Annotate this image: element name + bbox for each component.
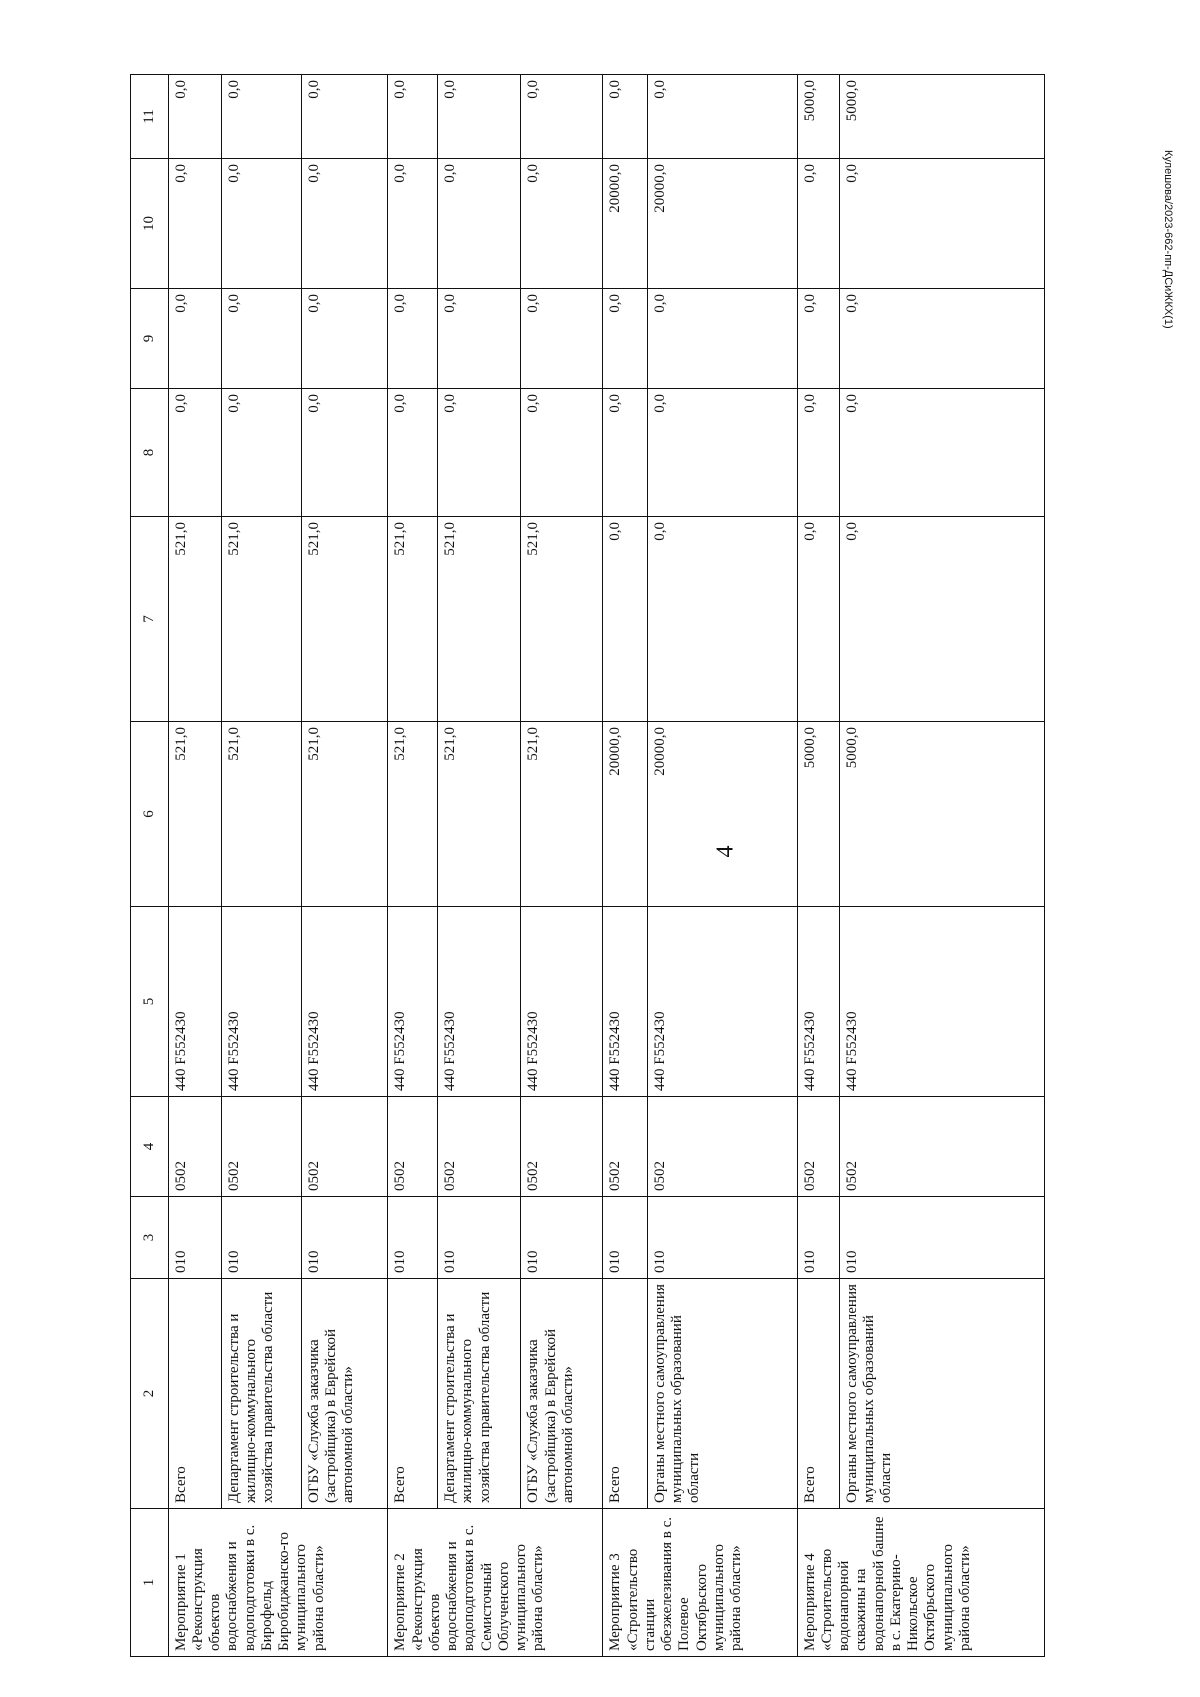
value-cell: 0,0	[839, 389, 1044, 517]
measure-cell: Мероприятие 2 «Реконструкция объектов водоснабжения и водоподготовки в с. Семисточный Облученского муниципального района области»	[388, 1509, 603, 1657]
budget-table	[130, 74, 1045, 1657]
section-cell: 0502	[839, 1097, 1044, 1197]
value-cell: 0,0	[438, 159, 521, 289]
value-cell: 0,0	[797, 517, 839, 722]
section-cell: 0502	[301, 1097, 388, 1197]
section-cell: 0502	[221, 1097, 301, 1197]
csr-cell: 440 F552430	[221, 907, 301, 1097]
value-cell: 0,0	[603, 75, 647, 159]
value-cell: 0,0	[647, 517, 797, 722]
value-cell: 0,0	[168, 75, 221, 159]
table-row	[221, 75, 301, 1657]
table-row	[388, 75, 438, 1657]
csr-cell: 440 F552430	[521, 907, 603, 1097]
section-cell: 0502	[168, 1097, 221, 1197]
header-cell: 5	[131, 907, 169, 1097]
value-cell: 0,0	[168, 289, 221, 389]
value-cell: 0,0	[301, 75, 388, 159]
measure-cell: Мероприятие 1 «Реконструкция объектов водоснабжения и водоподготовки в с. Бирофельд Биробиджанско-го муниципального района области»	[168, 1509, 388, 1657]
executor-cell: Органы местного самоуправления муниципальных образований области	[839, 1279, 1044, 1509]
table-row	[521, 75, 603, 1657]
value-cell: 0,0	[301, 389, 388, 517]
executor-cell: Всего	[603, 1279, 647, 1509]
executor-cell: Всего	[388, 1279, 438, 1509]
value-cell: 0,0	[438, 75, 521, 159]
csr-cell: 440 F552430	[797, 907, 839, 1097]
executor-cell: ОГБУ «Служба заказчика (застройщика) в Еврейской автономной области»	[521, 1279, 603, 1509]
gov-cell: 010	[168, 1197, 221, 1279]
table-row	[797, 75, 839, 1657]
gov-cell: 010	[647, 1197, 797, 1279]
executor-cell: Органы местного самоуправления муниципальных образований области	[647, 1279, 797, 1509]
value-cell: 0,0	[603, 517, 647, 722]
value-cell: 0,0	[388, 389, 438, 517]
value-cell: 0,0	[388, 75, 438, 159]
value-cell: 0,0	[301, 289, 388, 389]
value-cell: 0,0	[797, 389, 839, 517]
value-cell: 0,0	[647, 289, 797, 389]
value-cell: 0,0	[603, 389, 647, 517]
table-container	[130, 75, 1045, 1657]
table-row	[438, 75, 521, 1657]
section-cell: 0502	[438, 1097, 521, 1197]
executor-cell: Департамент строительства и жилищно-коммунального хозяйства правительства области	[438, 1279, 521, 1509]
value-cell: 5000,0	[797, 75, 839, 159]
value-cell: 0,0	[221, 75, 301, 159]
value-cell: 521,0	[521, 722, 603, 907]
value-cell: 521,0	[301, 722, 388, 907]
header-cell: 1	[131, 1509, 169, 1657]
value-cell: 20000,0	[603, 722, 647, 907]
table-row	[301, 75, 388, 1657]
executor-cell: Департамент строительства и жилищно-коммунального хозяйства правительства области	[221, 1279, 301, 1509]
header-cell: 9	[131, 289, 169, 389]
value-cell: 0,0	[301, 159, 388, 289]
value-cell: 5000,0	[839, 722, 1044, 907]
value-cell: 0,0	[797, 289, 839, 389]
section-cell: 0502	[603, 1097, 647, 1197]
page-number: 4	[712, 845, 739, 858]
value-cell: 0,0	[647, 389, 797, 517]
gov-cell: 010	[221, 1197, 301, 1279]
value-cell: 521,0	[301, 517, 388, 722]
value-cell: 521,0	[388, 517, 438, 722]
value-cell: 0,0	[388, 289, 438, 389]
section-cell: 0502	[388, 1097, 438, 1197]
value-cell: 5000,0	[797, 722, 839, 907]
header-cell: 11	[131, 75, 169, 159]
gov-cell: 010	[301, 1197, 388, 1279]
csr-cell: 440 F552430	[647, 907, 797, 1097]
value-cell: 0,0	[797, 159, 839, 289]
csr-cell: 440 F552430	[388, 907, 438, 1097]
measure-cell: Мероприятие 4 «Строительство водонапорной скважины на водонапорной башне в с. Екатерино-Никольское Октябрьского муниципального района области»	[797, 1509, 1044, 1657]
csr-cell: 440 F552430	[839, 907, 1044, 1097]
value-cell: 0,0	[647, 75, 797, 159]
document-code: Кулешова/2023-662-пп-ДСиЖКХ(1)	[1162, 150, 1174, 329]
value-cell: 521,0	[168, 722, 221, 907]
table-row	[603, 75, 647, 1657]
gov-cell: 010	[438, 1197, 521, 1279]
csr-cell: 440 F552430	[301, 907, 388, 1097]
csr-cell: 440 F552430	[168, 907, 221, 1097]
value-cell: 521,0	[438, 722, 521, 907]
header-cell: 2	[131, 1279, 169, 1509]
value-cell: 521,0	[438, 517, 521, 722]
gov-cell: 010	[603, 1197, 647, 1279]
value-cell: 0,0	[221, 389, 301, 517]
executor-cell: Всего	[168, 1279, 221, 1509]
measure-cell: Мероприятие 3 «Строительство станции обезжелезивания в с. Полевое Октябрьского муниципального района области»	[603, 1509, 797, 1657]
value-cell: 0,0	[603, 289, 647, 389]
gov-cell: 010	[388, 1197, 438, 1279]
csr-cell: 440 F552430	[438, 907, 521, 1097]
header-cell: 3	[131, 1197, 169, 1279]
value-cell: 0,0	[168, 389, 221, 517]
table-row	[168, 75, 221, 1657]
value-cell: 0,0	[168, 159, 221, 289]
value-cell: 0,0	[221, 159, 301, 289]
value-cell: 0,0	[521, 289, 603, 389]
gov-cell: 010	[797, 1197, 839, 1279]
value-cell: 0,0	[388, 159, 438, 289]
value-cell: 521,0	[521, 517, 603, 722]
table-row	[839, 75, 1044, 1657]
section-cell: 0502	[797, 1097, 839, 1197]
value-cell: 521,0	[221, 722, 301, 907]
value-cell: 20000,0	[647, 722, 797, 907]
value-cell: 0,0	[438, 289, 521, 389]
value-cell: 5000,0	[839, 75, 1044, 159]
value-cell: 0,0	[221, 289, 301, 389]
header-cell: 8	[131, 389, 169, 517]
executor-cell: Всего	[797, 1279, 839, 1509]
value-cell: 0,0	[839, 517, 1044, 722]
header-cell: 4	[131, 1097, 169, 1197]
header-row	[131, 75, 169, 1657]
value-cell: 521,0	[168, 517, 221, 722]
value-cell: 20000,0	[603, 159, 647, 289]
gov-cell: 010	[521, 1197, 603, 1279]
value-cell: 521,0	[221, 517, 301, 722]
header-cell: 7	[131, 517, 169, 722]
section-cell: 0502	[647, 1097, 797, 1197]
value-cell: 0,0	[438, 389, 521, 517]
value-cell: 0,0	[521, 389, 603, 517]
gov-cell: 010	[839, 1197, 1044, 1279]
value-cell: 0,0	[839, 159, 1044, 289]
header-cell: 10	[131, 159, 169, 289]
csr-cell: 440 F552430	[603, 907, 647, 1097]
value-cell: 0,0	[839, 289, 1044, 389]
executor-cell: ОГБУ «Служба заказчика (застройщика) в Еврейской автономной области»	[301, 1279, 388, 1509]
header-cell: 6	[131, 722, 169, 907]
value-cell: 20000,0	[647, 159, 797, 289]
value-cell: 0,0	[521, 75, 603, 159]
table-row	[647, 75, 797, 1657]
section-cell: 0502	[521, 1097, 603, 1197]
value-cell: 0,0	[521, 159, 603, 289]
value-cell: 521,0	[388, 722, 438, 907]
